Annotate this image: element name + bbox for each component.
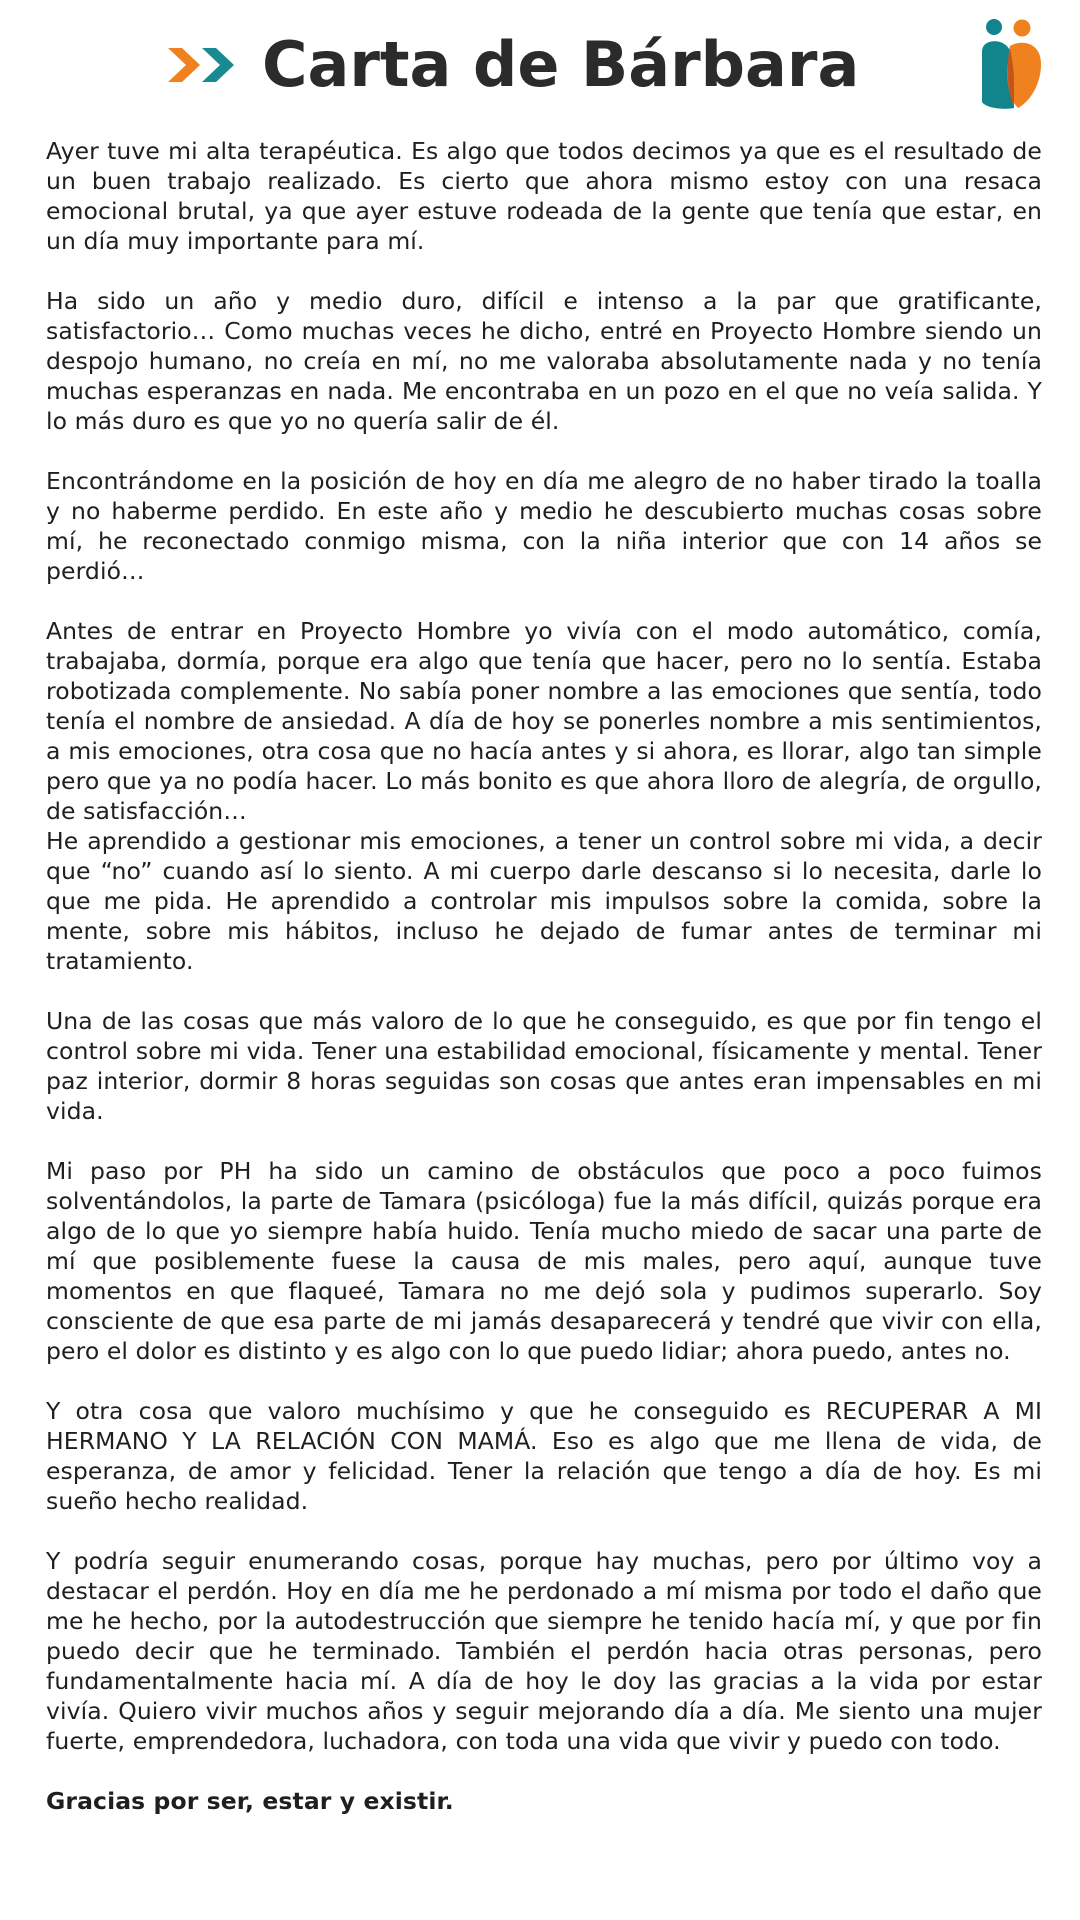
letter-paragraph: Mi paso por PH ha sido un camino de obstáculos que poco a poco fuimos solventándolos, la parte de Tamara (psicóloga) fue la más difícil, quizás porque era algo de lo que yo siempre había huido. Tenía mucho miedo de sacar una parte de mí que posiblemente fuese la causa de mis males, pero aquí, aunque tuve momentos en que flaqueé, Tamara no me dejó sola y pudimos superarlo. Soy consciente de que esa parte de mi jamás desaparecerá y tendré que vivir con ella, pero el dolor es distinto y es algo con lo que puedo lidiar; ahora puedo, antes no. bbox=[46, 1157, 1042, 1365]
letter-paragraph: Ha sido un año y medio duro, difícil e intenso a la par que gratificante, satisfactorio… Como muchas veces he dicho, entré en Proyecto Hombre siendo un despojo humano, no creía en mí, no me valoraba absolutamente nada y no tenía muchas esperanzas en nada. Me encontraba en un pozo en el que no veía salida. Y lo más duro es que yo no quería salir de él. bbox=[46, 287, 1042, 435]
letter-paragraph: Antes de entrar en Proyecto Hombre yo vivía con el modo automático, comía, trabajaba, dormía, porque era algo que tenía que hacer, pero no lo sentía. Estaba robotizada complemente. No sabía poner nombre a las emociones que sentía, todo tenía el nombre de ansiedad. A día de hoy se ponerles nombre a mis sentimientos, a mis emociones, otra cosa que no hacía antes y si ahora, es llorar, algo tan simple pero que ya no podía hacer. Lo más bonito es que ahora lloro de alegría, de orgullo, de satisfacción… bbox=[46, 617, 1042, 825]
proyecto-hombre-logo-icon bbox=[980, 18, 1042, 112]
letter-paragraph: Y otra cosa que valoro muchísimo y que he conseguido es RECUPERAR A MI HERMANO Y LA RELACIÓN CON MAMÁ. Eso es algo que me llena de vida, de esperanza, de amor y felicidad. Tener la relación que tengo a día de hoy. Es mi sueño hecho realidad. bbox=[46, 1397, 1042, 1515]
letter-paragraph: Y podría seguir enumerando cosas, porque hay muchas, pero por último voy a destacar el perdón. Hoy en día me he perdonado a mí misma por todo el daño que me he hecho, por la autodestrucción que siempre he tenido hacía mí, y que por fin puedo decir que he terminado. También el perdón hacia otras personas, pero fundamentalmente hacia mí. A día de hoy le doy las gracias a la vida por estar vivía. Quiero vivir muchos años y seguir mejorando día a día. Me siento una mujer fuerte, emprendedora, luchadora, con toda una vida que vivir y puedo con todo. bbox=[46, 1547, 1042, 1755]
letter-paragraph: He aprendido a gestionar mis emociones, a tener un control sobre mi vida, a decir que “no” cuando así lo siento. A mi cuerpo darle descanso si lo necesita, darle lo que me pida. He aprendido a controlar mis impulsos sobre la comida, sobre la mente, sobre mis hábitos, incluso he dejado de fumar antes de terminar mi tratamiento. bbox=[46, 827, 1042, 975]
letter-paragraph: Una de las cosas que más valoro de lo que he conseguido, es que por fin tengo el control sobre mi vida. Tener una estabilidad emocional, físicamente y mental. Tener paz interior, dormir 8 horas seguidas son cosas que antes eran impensables en mi vida. bbox=[46, 1007, 1042, 1125]
closing-line: Gracias por ser, estar y existir. bbox=[46, 1787, 454, 1815]
letter-body bbox=[46, 136, 1042, 1846]
header bbox=[0, 0, 1080, 120]
double-chevron-right-icon bbox=[168, 46, 246, 84]
page-title: Carta de Bárbara bbox=[262, 28, 860, 101]
letter-paragraph: Encontrándome en la posición de hoy en día me alegro de no haber tirado la toalla y no haberme perdido. En este año y medio he descubierto muchas cosas sobre mí, he reconectado conmigo misma, con la niña interior que con 14 años se perdió… bbox=[46, 467, 1042, 585]
letter-paragraph: Ayer tuve mi alta terapéutica. Es algo que todos decimos ya que es el resultado de un buen trabajo realizado. Es cierto que ahora mismo estoy con una resaca emocional brutal, ya que ayer estuve rodeada de la gente que tenía que estar, en un día muy importante para mí. bbox=[46, 137, 1042, 255]
